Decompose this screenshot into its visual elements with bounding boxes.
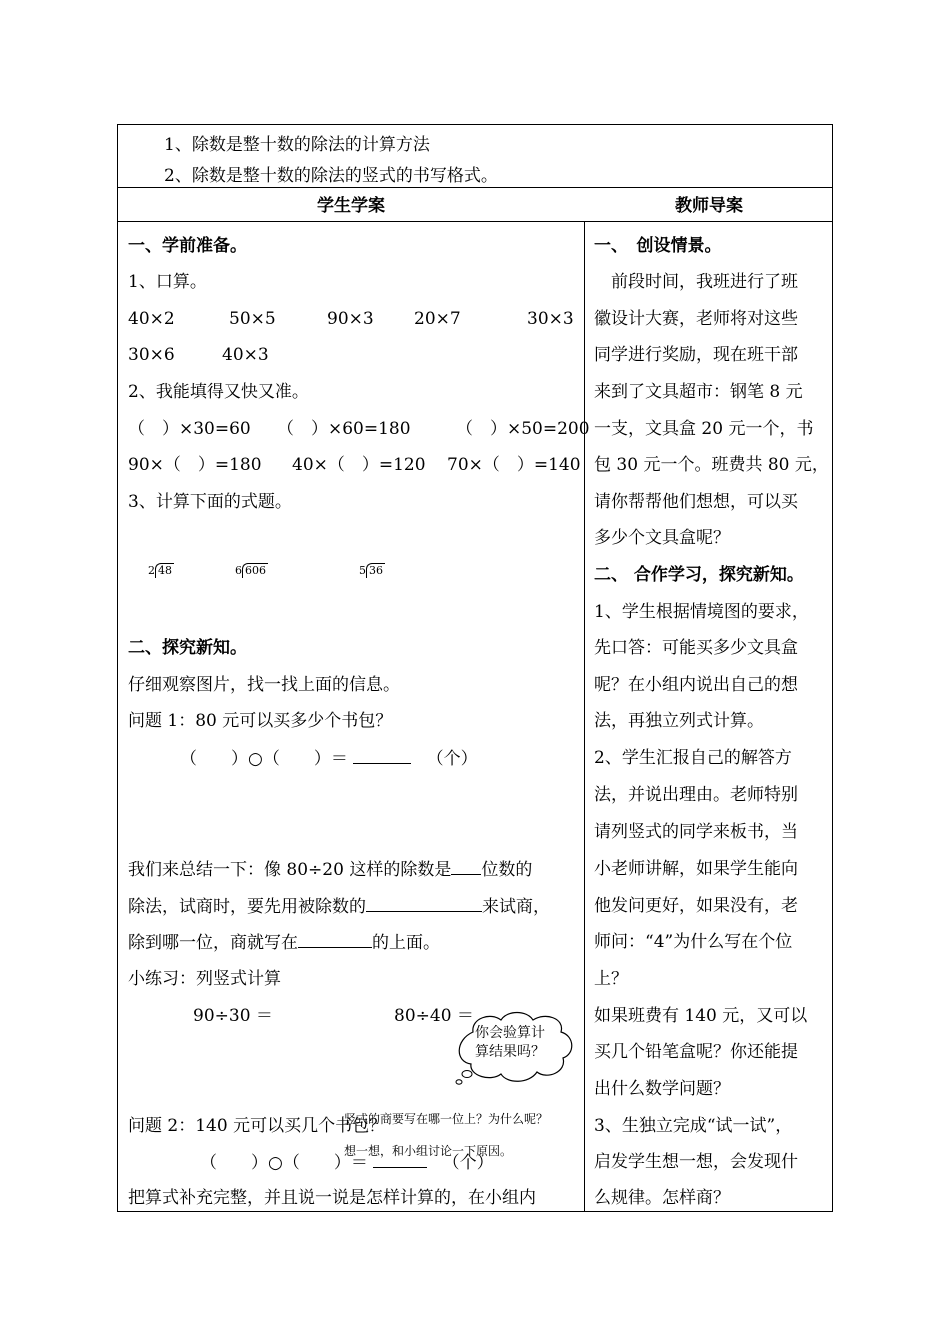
practice-heading: 小练习：列竖式计算: [128, 969, 281, 989]
oral-problem: 40×3: [222, 345, 269, 365]
teacher-line: 一支，文具盒 20 元一个，书: [594, 419, 814, 439]
oral-problem: 50×5: [229, 309, 276, 329]
objective-2: 2、除数是整十数的除法的竖式的书写格式。: [164, 166, 498, 186]
calc-heading: 3、计算下面的式题。: [128, 492, 292, 512]
teacher-line: 多少个文具盒呢？: [594, 528, 730, 548]
teacher-line: 出什么数学问题？: [594, 1079, 730, 1099]
long-division-problem: 5 36: [359, 564, 383, 577]
answer-blank[interactable]: [373, 1151, 427, 1168]
answer-blank[interactable]: [451, 858, 481, 875]
oral-problem: 90×3: [327, 309, 374, 329]
question-2: 问题 2：140 元可以买几个书包？: [128, 1116, 387, 1136]
teacher-line: 呢？在小组内说出自己的想: [594, 675, 798, 695]
oral-calc-heading: 1、口算。: [128, 272, 207, 292]
teacher-section1-title: 一、 创设情景。: [594, 236, 722, 256]
long-division-problem: 6 606: [235, 564, 266, 577]
teacher-line: 师问：“4”为什么写在个位: [594, 932, 793, 952]
oral-problem: 30×3: [527, 309, 574, 329]
oral-problem: 30×6: [128, 345, 175, 365]
teacher-column-header: 教师导案: [675, 196, 743, 216]
teacher-line: 法，再独立列式计算。: [594, 711, 764, 731]
practice-problem: 90÷30 ＝: [193, 1006, 273, 1026]
teacher-line: 来到了文具超市：钢笔 8 元: [594, 382, 803, 402]
teacher-line: 法，并说出理由。老师特别: [594, 785, 798, 805]
teacher-line: 上？: [594, 969, 628, 989]
divider-line: [118, 221, 832, 222]
teacher-line: 先口答：可能买多少文具盒: [594, 638, 798, 658]
divider-line: [118, 187, 832, 188]
teacher-line: 前段时间，我班进行了班: [594, 272, 798, 292]
instruction-last-line: 把算式补充完整，并且说一说是怎样计算的，在小组内: [128, 1188, 536, 1208]
column-divider: [584, 221, 585, 1211]
cloud-text: 你会验算计算结果吗？: [475, 1025, 545, 1060]
teacher-line: 如果班费有 140 元，又可以: [594, 1006, 808, 1026]
summary-line-3: 除到哪一位，商就写在 的上面。: [128, 933, 440, 953]
answer-blank[interactable]: [353, 747, 411, 764]
teacher-line: 么规律。怎样商？: [594, 1188, 730, 1208]
fill-problem: 90×（ ）=180: [128, 455, 262, 475]
question-2-formula: （ ）○（ ）＝ （个）: [200, 1153, 494, 1173]
vertical-note: 竖式的商要写在哪一位上？为什么呢？: [344, 1112, 549, 1126]
teacher-line: 买几个铅笔盒呢？你还能提: [594, 1042, 798, 1062]
observe-instruction: 仔细观察图片，找一找上面的信息。: [128, 675, 400, 695]
teacher-section2-title: 二、 合作学习，探究新知。: [594, 565, 804, 585]
objective-1: 1、除数是整十数的除法的计算方法: [164, 135, 430, 155]
teacher-line: 同学进行奖励，现在班干部: [594, 345, 798, 365]
question-1: 问题 1：80 元可以买多少个书包？: [128, 711, 393, 731]
answer-blank[interactable]: [366, 895, 482, 912]
question-1-formula: （ ）○（ ）＝ （个）: [180, 749, 478, 769]
fill-heading: 2、我能填得又快又准。: [128, 382, 309, 402]
section2-title: 二、探究新知。: [128, 638, 247, 658]
vertical-note: 想一想，和小组讨论一下原因。: [344, 1144, 513, 1158]
teacher-line: 包 30 元一个。班费共 80 元，: [594, 455, 829, 475]
summary-line-2: 除法，试商时，要先用被除数的 来试商，: [128, 897, 550, 917]
fill-problem: 40×（ ）=120: [292, 455, 426, 475]
teacher-line: 请列竖式的同学来板书，当: [594, 822, 798, 842]
teacher-line: 启发学生想一想，会发现什: [594, 1152, 798, 1172]
teacher-line: 小老师讲解，如果学生能向: [594, 859, 798, 879]
teacher-line: 3、生独立完成“试一试”，: [594, 1116, 793, 1136]
summary-line-1: 我们来总结一下：像 80÷20 这样的除数是 位数的: [128, 860, 533, 880]
long-division-problem: 2 48: [148, 564, 172, 577]
fill-problem: （ ）×30=60: [128, 419, 251, 439]
fill-problem: 70×（ ）=140: [447, 455, 581, 475]
section1-title: 一、学前准备。: [128, 236, 247, 256]
teacher-line: 请你帮帮他们想想，可以买: [594, 492, 798, 512]
oral-problem: 40×2: [128, 309, 175, 329]
student-column-header: 学生学案: [317, 196, 385, 216]
fill-problem: （ ）×50=200: [456, 419, 590, 439]
teacher-line: 2、学生汇报自己的解答方: [594, 748, 792, 768]
answer-blank[interactable]: [298, 931, 372, 948]
oral-problem: 20×7: [414, 309, 461, 329]
teacher-line: 1、学生根据情境图的要求，: [594, 602, 809, 622]
fill-problem: （ ）×60=180: [277, 419, 411, 439]
teacher-line: 徽设计大赛，老师将对这些: [594, 309, 798, 329]
thought-cloud-callout: [447, 1010, 579, 1088]
practice-problem: 80÷40 ＝: [394, 1006, 474, 1026]
teacher-line: 他发问更好，如果没有，老: [594, 896, 798, 916]
